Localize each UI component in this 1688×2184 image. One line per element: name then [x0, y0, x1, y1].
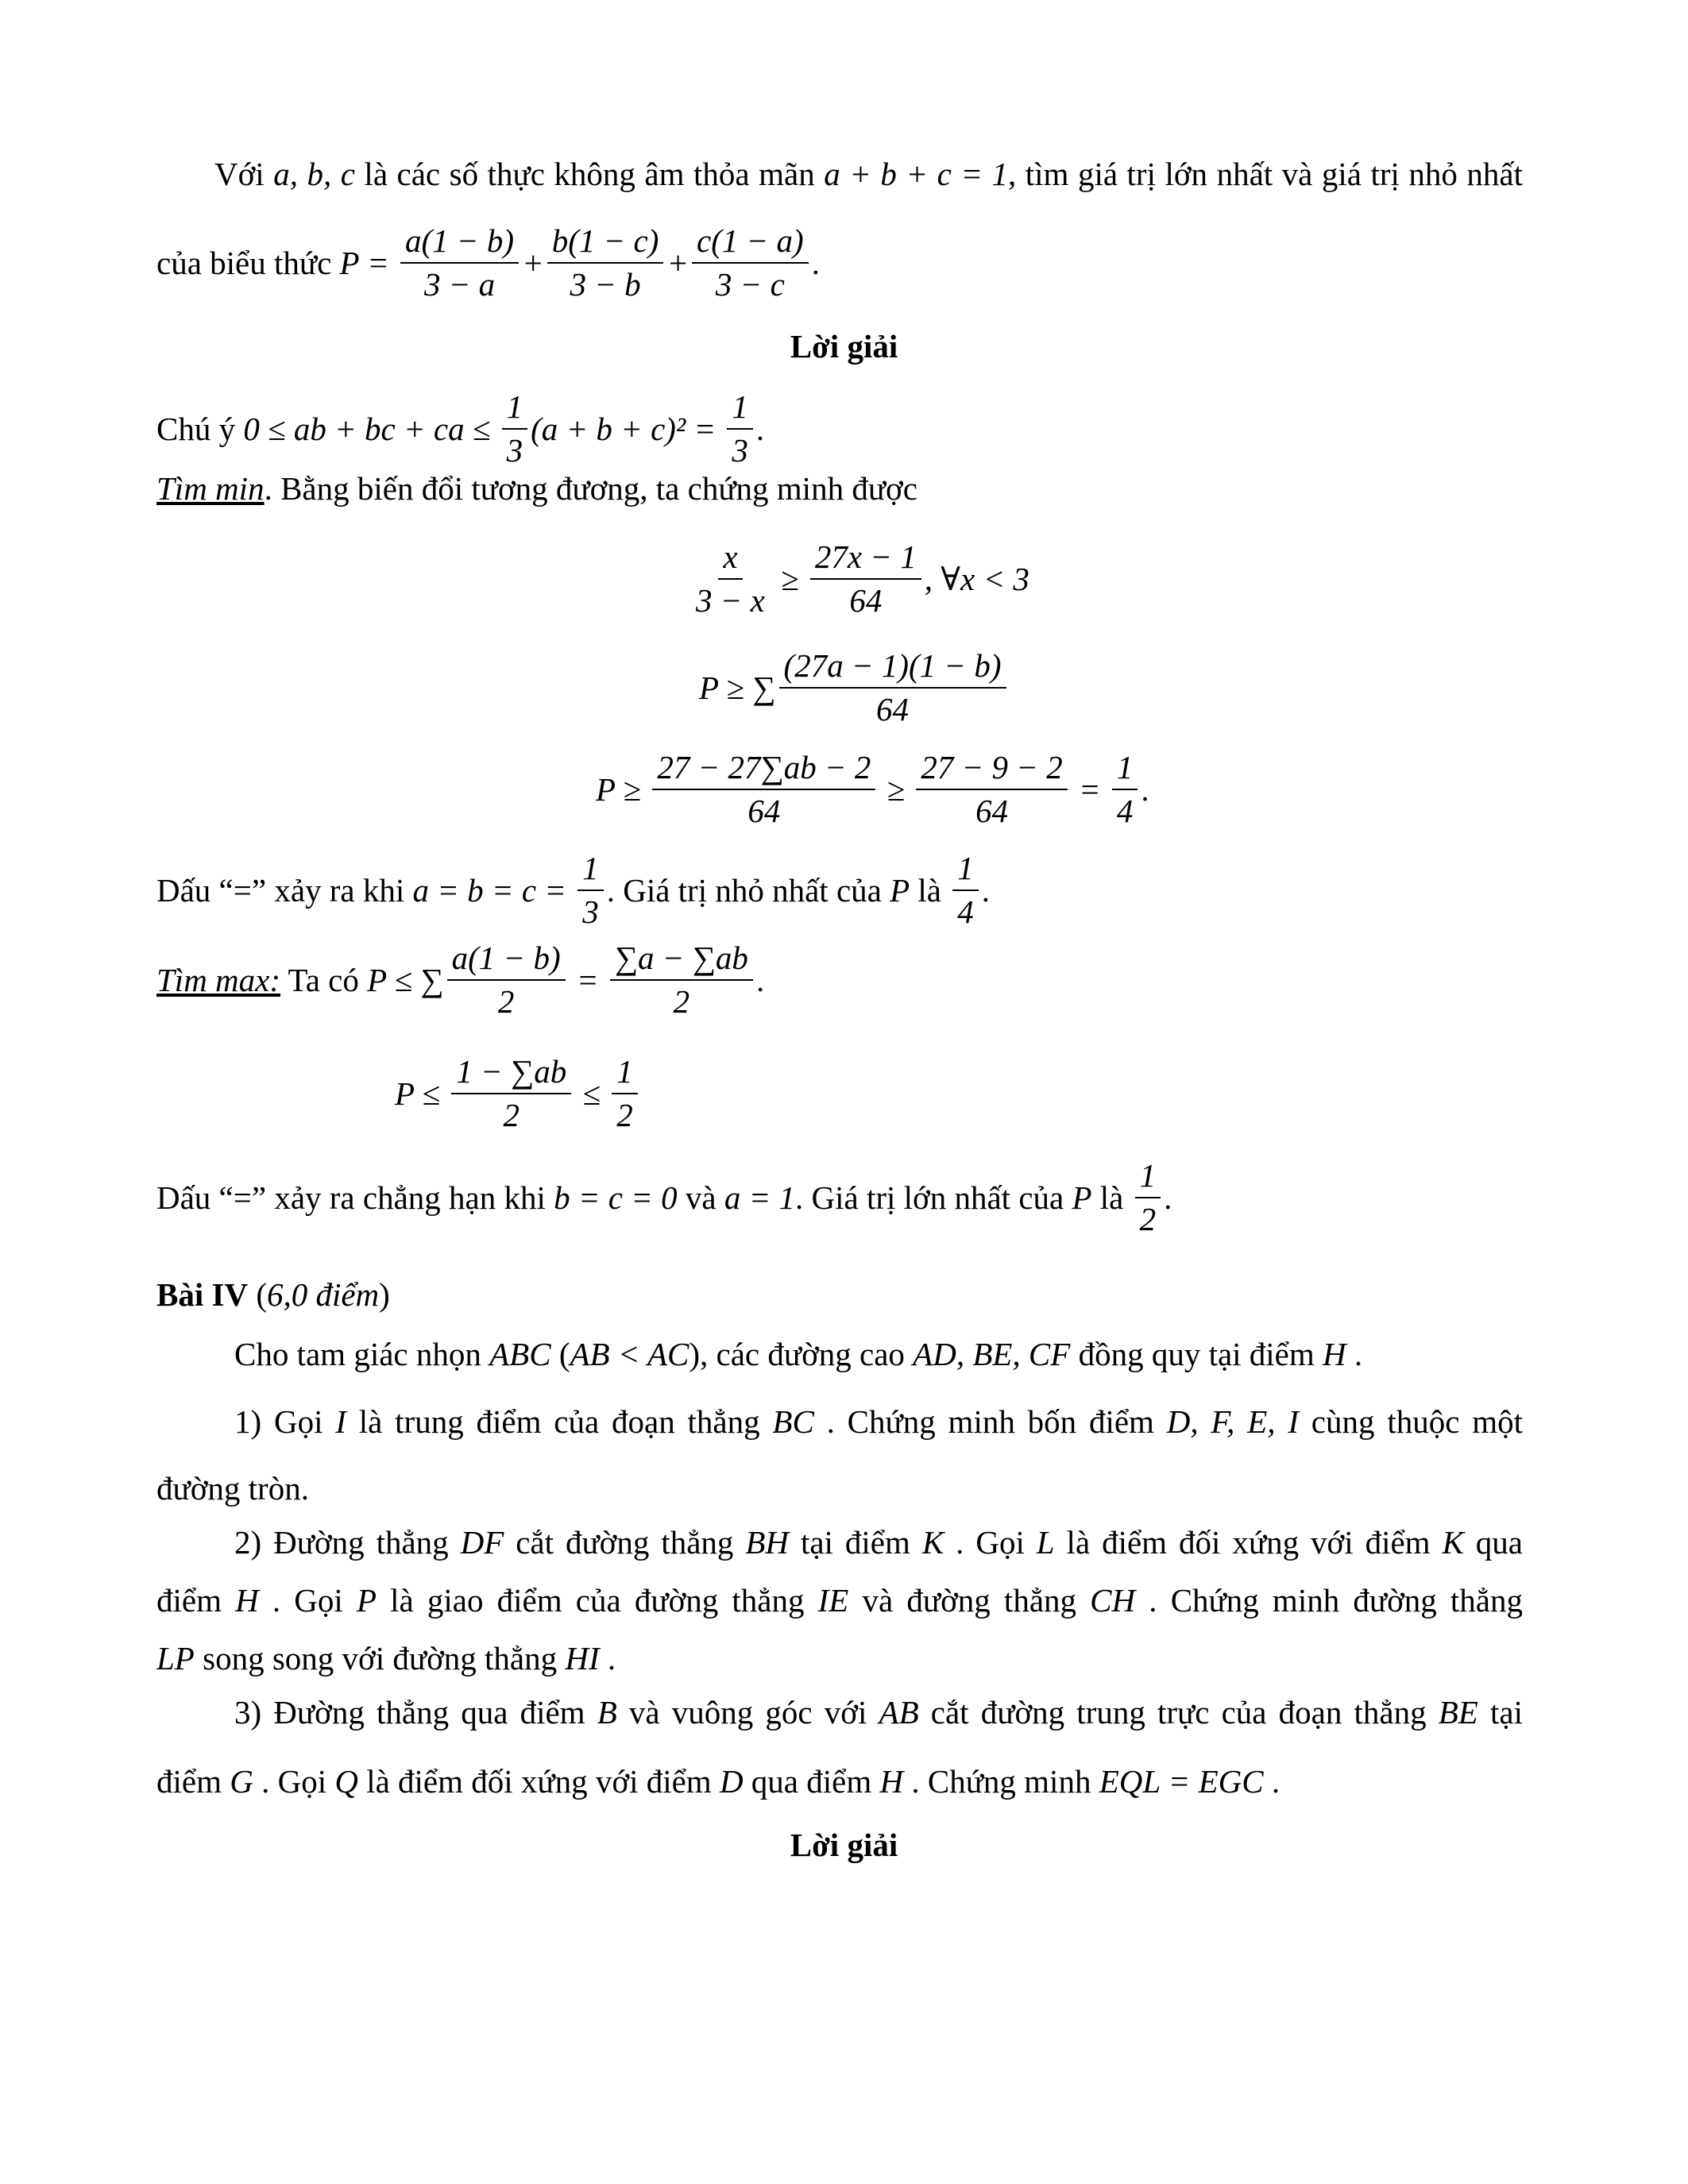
text-run: qua — [1463, 1524, 1524, 1561]
text-run: là điểm đối xứng với điểm — [1054, 1524, 1443, 1561]
math-expression: (a + b + c)² = — [531, 411, 724, 447]
part-1-line-2 — [156, 1441, 309, 1536]
text-run: 1) Gọi — [234, 1403, 336, 1440]
text-run: . — [599, 1640, 616, 1677]
math-expression: BH — [745, 1524, 790, 1561]
text-run: . — [1164, 1179, 1172, 1216]
math-expression: P ≥ ∑ — [699, 669, 776, 706]
math-expression: , ∀x < 3 — [924, 561, 1029, 597]
text-run: . — [811, 245, 820, 281]
text-run: . Chứng minh — [903, 1763, 1099, 1800]
fraction-denominator: 64 — [747, 793, 781, 829]
fraction — [547, 223, 664, 303]
text-run: 3) Đường thẳng qua điểm — [234, 1694, 597, 1731]
text-run: 6,0 điểm — [266, 1276, 380, 1313]
text-run: ( — [248, 1276, 267, 1313]
fraction-denominator: 3 — [582, 893, 599, 930]
part-2-line-3 — [156, 1611, 616, 1706]
fraction-numerator: 1 — [612, 1054, 638, 1094]
math-expression: + — [666, 245, 689, 281]
math-expression: HI — [565, 1640, 600, 1677]
text-run: và — [677, 1179, 724, 1216]
fraction — [610, 940, 753, 1020]
fraction-numerator: 1 — [1112, 750, 1138, 790]
fraction-denominator: 2 — [616, 1097, 633, 1133]
fraction-numerator: 27 − 27∑ab − 2 — [652, 750, 875, 790]
find-max-line — [156, 932, 764, 1028]
math-expression: 0 ≤ ab + bc + ca ≤ — [243, 411, 499, 447]
text-run: Dấu “=” xảy ra chẳng hạn khi — [156, 1179, 554, 1216]
math-expression: P — [356, 1582, 377, 1619]
fraction-numerator: x — [718, 539, 742, 580]
text-run: . Chứng minh bốn điểm — [813, 1403, 1167, 1440]
fraction-numerator: (27a − 1)(1 − b) — [779, 648, 1006, 689]
math-expression: CH — [1090, 1582, 1136, 1619]
fraction-denominator: 3 — [506, 432, 523, 469]
fraction-denominator: 2 — [497, 983, 515, 1020]
fraction-numerator: b(1 − c) — [547, 223, 664, 264]
math-expression: ≤ — [574, 1075, 609, 1112]
text-run: . Gọi — [253, 1763, 335, 1800]
math-expression: BC — [772, 1403, 814, 1440]
fraction-numerator: ∑a − ∑ab — [610, 940, 753, 981]
text-run: và vuông góc với — [616, 1694, 879, 1731]
math-expression: a = b = c = — [412, 872, 575, 909]
text-run: . — [1141, 771, 1149, 808]
text-run: . Gọi — [944, 1524, 1037, 1561]
text-run: Bài IV — [156, 1276, 249, 1313]
section-label: Tìm min — [156, 470, 265, 507]
fraction — [612, 1054, 638, 1133]
fraction-numerator: 1 — [1135, 1158, 1161, 1198]
fraction-denominator: 4 — [957, 893, 974, 930]
fraction-denominator: 3 − c — [715, 266, 785, 303]
text-run: . — [1346, 1336, 1363, 1372]
fraction-numerator: c(1 − a) — [692, 223, 809, 264]
text-run: cắt đường trung trực của đoạn thẳng — [918, 1694, 1439, 1731]
math-expression: LP — [156, 1640, 195, 1677]
text-run: . — [1263, 1763, 1280, 1800]
inequality-lemma — [688, 531, 1029, 627]
math-expression: ABC — [489, 1336, 551, 1372]
problem-statement-line — [214, 155, 1523, 193]
math-expression: IE — [817, 1582, 849, 1619]
fraction-denominator: 64 — [849, 582, 883, 619]
text-run: ) — [379, 1276, 390, 1313]
fraction — [952, 851, 979, 930]
math-expression: L — [1036, 1524, 1055, 1561]
text-run: là — [910, 872, 950, 909]
math-expression: P ≤ — [395, 1075, 449, 1112]
text-run: . Bằng biến đổi tương đương, ta chứng minh được — [264, 470, 917, 507]
text-run: điểm — [156, 1763, 230, 1800]
math-expression: ≥ — [772, 561, 807, 597]
text-run: Cho tam giác nhọn — [234, 1336, 490, 1372]
math-expression: H — [1323, 1336, 1346, 1372]
fraction-denominator: 4 — [1116, 793, 1134, 829]
math-expression: AB < AC — [570, 1336, 689, 1372]
fraction-denominator: 3 — [732, 432, 748, 469]
text-run: . Chứng minh đường thẳng — [1135, 1582, 1524, 1619]
text-run: Ta có — [280, 962, 368, 998]
fraction — [451, 1054, 571, 1133]
part-3-line-1 — [234, 1693, 1523, 1731]
math-expression: P — [1072, 1179, 1092, 1216]
min-equality-line — [156, 843, 990, 938]
math-expression: H — [235, 1582, 259, 1619]
math-expression: = — [568, 962, 607, 998]
fraction-denominator: 64 — [975, 793, 1009, 829]
math-expression: P ≥ — [596, 771, 650, 808]
text-run: . — [755, 411, 765, 447]
fraction — [1112, 750, 1138, 829]
solution-heading — [0, 299, 1688, 394]
math-expression: D — [719, 1763, 744, 1800]
math-expression: a, b, c — [273, 156, 355, 192]
text-run: đường tròn. — [156, 1470, 309, 1507]
math-expression: a = 1 — [724, 1179, 796, 1216]
max-bound — [395, 1046, 641, 1141]
fraction — [400, 223, 519, 303]
math-expression: b = c = 0 — [554, 1179, 678, 1216]
fraction — [577, 851, 604, 930]
fraction — [691, 539, 770, 619]
max-equality-line — [156, 1150, 1172, 1245]
math-expression: P — [890, 872, 910, 909]
text-run: đồng quy tại điểm — [1070, 1336, 1323, 1372]
text-run: là — [1091, 1179, 1132, 1216]
math-expression: K — [921, 1524, 944, 1561]
math-expression: a + b + c = 1 — [824, 156, 1008, 192]
fraction-numerator: 1 — [502, 389, 528, 430]
math-expression: I — [335, 1403, 346, 1440]
fraction-numerator: 27x − 1 — [810, 539, 921, 580]
math-expression: EQL = EGC — [1099, 1763, 1264, 1800]
find-min-intro — [156, 441, 917, 536]
text-run: Với — [214, 156, 274, 192]
section-label: Tìm max: — [156, 962, 281, 998]
text-run: . Giá trị lớn nhất của — [795, 1179, 1072, 1216]
text-run: . — [755, 962, 765, 998]
math-expression: P ≤ ∑ — [367, 962, 444, 998]
sum-bound — [699, 640, 1010, 735]
fraction-numerator: a(1 − b) — [447, 940, 566, 981]
fraction — [692, 223, 809, 303]
text-run: Dấu “=” xảy ra khi — [156, 872, 413, 909]
fraction-denominator: 2 — [503, 1097, 520, 1133]
fraction-denominator: 3 − b — [570, 266, 641, 303]
text-run: , tìm giá trị lớn nhất và giá trị nhỏ nhất — [1008, 156, 1524, 192]
math-expression: + — [522, 245, 544, 281]
fraction-numerator: 1 — [727, 389, 753, 430]
text-run: . Gọi — [258, 1582, 357, 1619]
text-run: tại — [1477, 1694, 1523, 1731]
text-run: của biểu thức — [156, 245, 340, 281]
math-expression: ≥ — [879, 771, 914, 808]
math-expression: AB — [879, 1694, 919, 1731]
text-run: và đường thẳng — [848, 1582, 1091, 1619]
fraction-denominator: 2 — [673, 983, 690, 1020]
math-expression: K — [1442, 1524, 1464, 1561]
fraction — [652, 750, 875, 829]
math-expression: Q — [334, 1763, 358, 1800]
fraction-denominator: 2 — [1139, 1201, 1157, 1237]
fraction-denominator: 3 − a — [423, 266, 496, 303]
text-run: tại điểm — [789, 1524, 922, 1561]
text-run: Lời giải — [790, 1827, 898, 1863]
min-bound — [596, 742, 1149, 837]
text-run: cắt đường thẳng — [504, 1524, 746, 1561]
part-1-line-1 — [234, 1403, 1523, 1441]
math-expression: P = — [339, 245, 398, 281]
math-expression: AD, BE, CF — [913, 1336, 1071, 1372]
fraction-numerator: 1 — [577, 851, 604, 891]
text-run: . Giá trị nhỏ nhất của — [606, 872, 890, 909]
fraction-numerator: a(1 − b) — [400, 223, 519, 264]
math-expression: DF — [460, 1524, 504, 1561]
math-expression: BE — [1438, 1694, 1478, 1731]
text-run: là trung điểm của đoạn thẳng — [346, 1403, 773, 1440]
text-run: qua điểm — [743, 1763, 880, 1800]
solution-heading-2 — [0, 1797, 1688, 1893]
math-expression: = — [1070, 771, 1109, 808]
part-2-line-1 — [234, 1523, 1523, 1561]
text-run: là các số thực không âm thỏa mãn — [354, 156, 825, 192]
text-run: Chú ý — [156, 411, 244, 447]
text-run: là giao điểm của đường thẳng — [377, 1582, 818, 1619]
text-run: điểm — [156, 1582, 236, 1619]
text-run: 2) Đường thẳng — [234, 1524, 461, 1561]
fraction-denominator: 64 — [876, 691, 910, 727]
fraction-numerator: 1 — [952, 851, 979, 891]
fraction — [779, 648, 1006, 727]
fraction — [1135, 1158, 1161, 1237]
problem-expression-line — [156, 215, 820, 311]
problem-iv-intro — [234, 1306, 1362, 1402]
fraction-denominator: 3 − x — [696, 582, 765, 619]
text-run: cùng thuộc một — [1299, 1403, 1523, 1440]
math-expression: G — [230, 1763, 253, 1800]
math-expression: D, F, E, I — [1166, 1403, 1299, 1440]
text-run: ), các đường cao — [689, 1336, 914, 1372]
fraction-numerator: 1 − ∑ab — [451, 1054, 571, 1094]
fraction-numerator: 27 − 9 − 2 — [916, 750, 1067, 790]
fraction — [447, 940, 566, 1020]
math-expression: H — [879, 1763, 904, 1800]
text-run: song song với đường thẳng — [194, 1640, 566, 1677]
math-expression: B — [597, 1694, 617, 1731]
fraction — [916, 750, 1067, 829]
text-run: ( — [550, 1336, 570, 1372]
text-run: . — [981, 872, 990, 909]
text-run: là điểm đối xứng với điểm — [357, 1763, 720, 1800]
fraction — [810, 539, 921, 619]
text-run: Lời giải — [790, 328, 898, 365]
